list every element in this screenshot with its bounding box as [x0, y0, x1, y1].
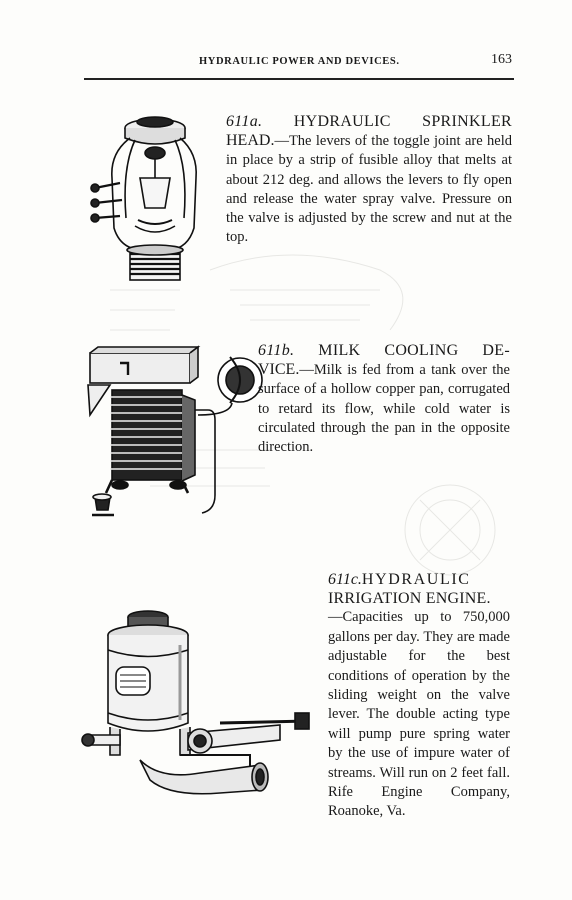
entry-611a — [226, 112, 512, 247]
entry-heading: MILK COOLING DE- — [318, 342, 510, 359]
entry-heading-continued: HEAD. — [226, 132, 275, 150]
entry-heading-continued: IRRIGATION ENGINE. — [328, 590, 491, 608]
entry-heading: HYDRAULIC — [361, 571, 471, 588]
entry-body: —The levers of the toggle joint are held in place by a strip of fusible alloy that melts at about 212 deg. and allows the levers to fly open and release the water spray valve. Pressure on the valve is adjusted by the screw and nut at the top. — [226, 133, 512, 246]
entry-number: 611a. — [226, 113, 263, 130]
sprinkler-head-illustration — [80, 108, 220, 288]
entry-611b — [258, 341, 510, 457]
entry-body: —Capacities up to 750,000 gallons per day. They are made adjustable for the best conditions of operation by the sliding weight on the valve lever. The double acting type will pump pure spring water by the use of impure water of streams. Will run on 2 feet fall. Rife Engine Company, Roanoke, Va. — [328, 609, 510, 820]
entry-heading-continued: VICE. — [258, 361, 300, 379]
entry-body: —Milk is fed from a tank over the surface of a hollow copper pan, corrugated to retard its flow, while cold water is circulated through the pan in the opposite direction. — [258, 362, 510, 456]
running-head — [84, 52, 514, 74]
irrigation-engine-illustration — [80, 605, 320, 805]
entry-611c — [328, 570, 510, 822]
entry-number: 611c. — [328, 571, 362, 588]
header-rule — [84, 78, 514, 80]
running-title: HYDRAULIC POWER AND DEVICES. — [199, 56, 400, 67]
entry-number: 611b. — [258, 342, 295, 359]
page-number: 163 — [491, 52, 512, 67]
milk-cooler-illustration — [80, 345, 270, 525]
entry-heading: HYDRAULIC SPRINKLER — [293, 113, 512, 130]
